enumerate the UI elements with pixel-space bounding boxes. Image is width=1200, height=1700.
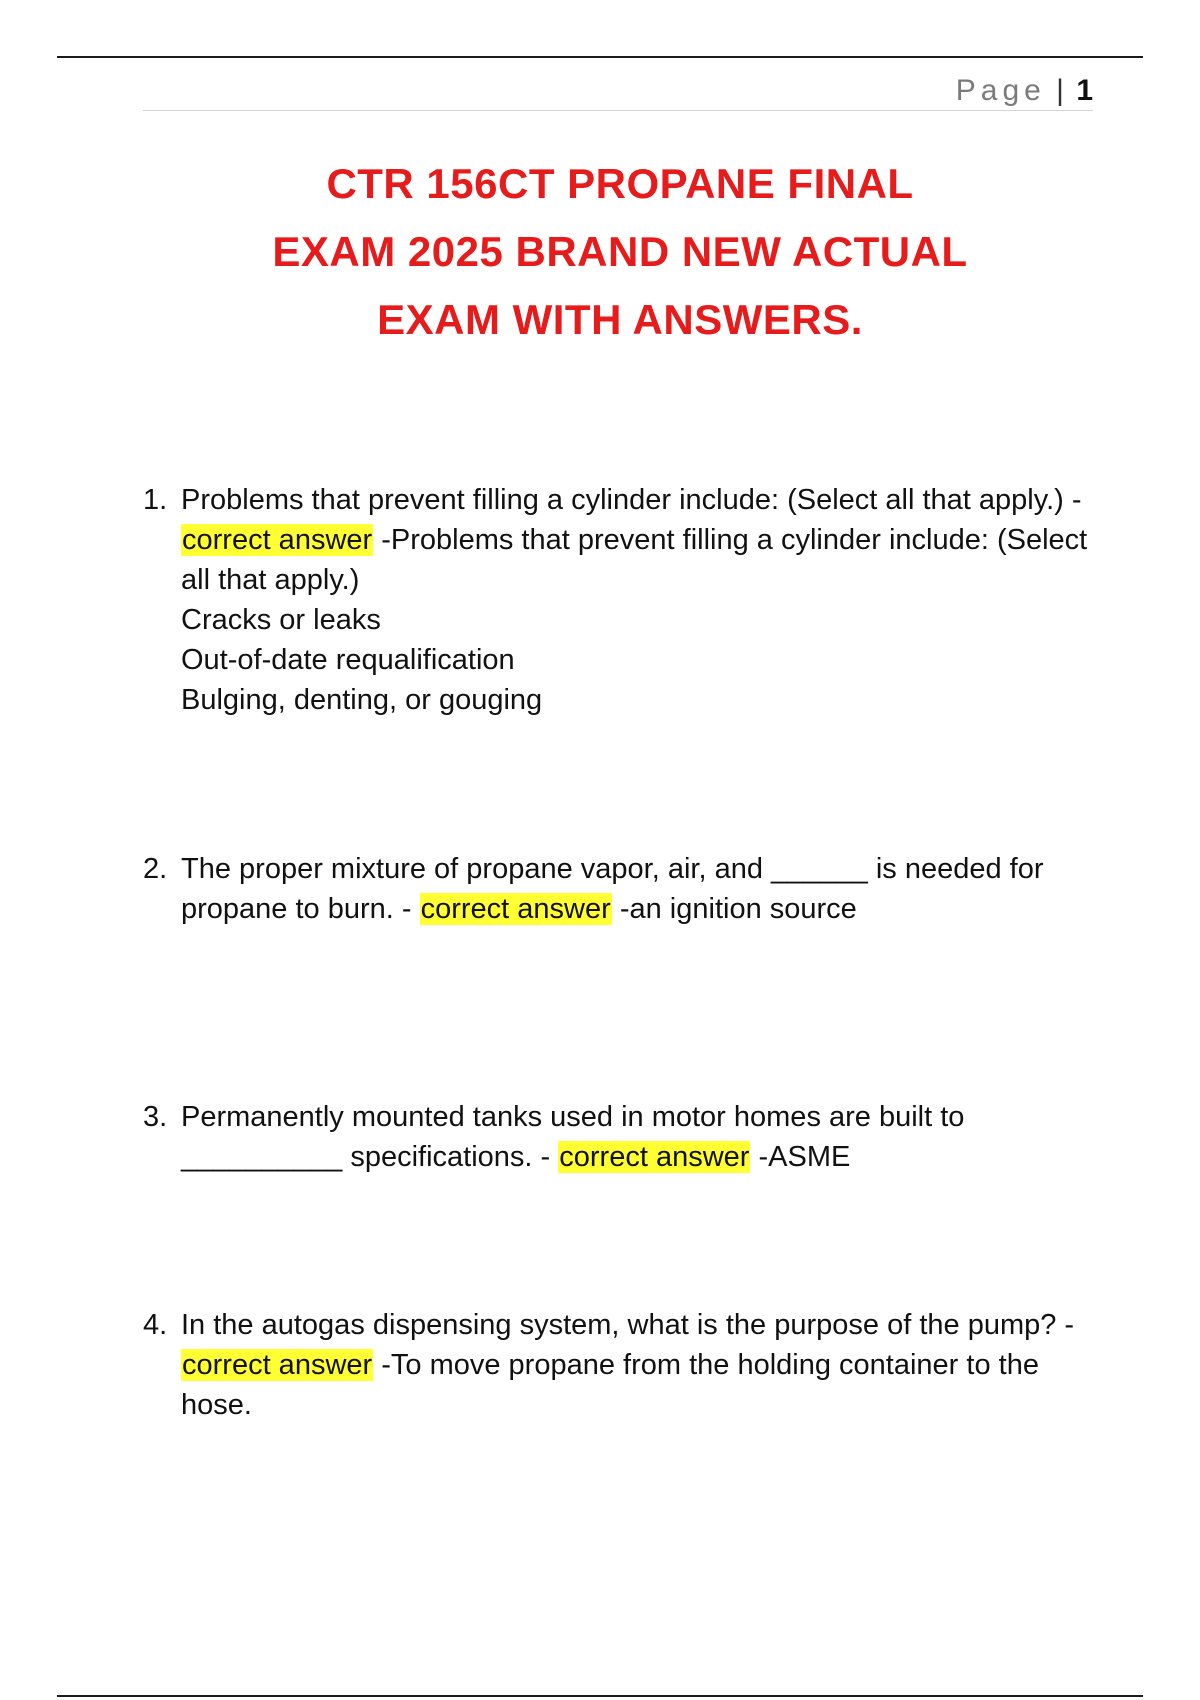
question-number: 1. <box>143 484 168 516</box>
question-body <box>181 480 1093 720</box>
question-body <box>181 849 1093 929</box>
answer-text: -an ignition source <box>611 893 857 925</box>
title-line-1: CTR 156CT PROPANE FINAL <box>326 160 914 207</box>
question-item-4 <box>143 1305 1093 1425</box>
page-header <box>143 72 1093 111</box>
answer-option: Cracks or leaks <box>181 604 381 636</box>
correct-answer-highlight: correct answer <box>559 1141 750 1173</box>
page-label: Page <box>955 74 1046 107</box>
question-number: 2. <box>143 853 168 885</box>
question-text: Problems that prevent filling a cylinder include: (Select all that apply.) - <box>181 484 1082 516</box>
answer-text: -Problems that prevent filling a cylinder include: (Select all that apply.) <box>181 524 1088 596</box>
correct-answer-highlight: correct answer <box>420 893 611 925</box>
question-item-1 <box>143 480 1093 720</box>
top-rule <box>57 56 1143 58</box>
correct-answer-highlight: correct answer <box>182 524 373 556</box>
question-text: Permanently mounted tanks used in motor homes are built to __________ specifications. - <box>181 1101 965 1173</box>
question-text: The proper mixture of propane vapor, air, and ______ is needed for propane to burn. - <box>181 853 1044 925</box>
question-number: 3. <box>143 1101 168 1133</box>
question-body <box>181 1305 1093 1425</box>
title-line-2: EXAM 2025 BRAND NEW ACTUAL <box>272 228 968 275</box>
question-text: In the autogas dispensing system, what is the purpose of the pump? - <box>181 1309 1075 1341</box>
answer-option: Out-of-date requalification <box>181 644 515 676</box>
question-body <box>181 1097 1093 1177</box>
answer-text: -ASME <box>750 1141 851 1173</box>
question-item-3 <box>143 1097 1093 1177</box>
title-line-3: EXAM WITH ANSWERS. <box>377 296 863 343</box>
correct-answer-highlight: correct answer <box>182 1349 373 1381</box>
document-title <box>150 150 1090 354</box>
question-number: 4. <box>143 1309 168 1341</box>
page-separator: | <box>1056 74 1064 107</box>
question-item-2 <box>143 849 1093 929</box>
answer-option: Bulging, denting, or gouging <box>181 684 543 716</box>
answer-text: -To move propane from the holding container to the hose. <box>181 1349 1039 1421</box>
bottom-rule <box>57 1695 1143 1697</box>
page-number: 1 <box>1076 74 1093 107</box>
